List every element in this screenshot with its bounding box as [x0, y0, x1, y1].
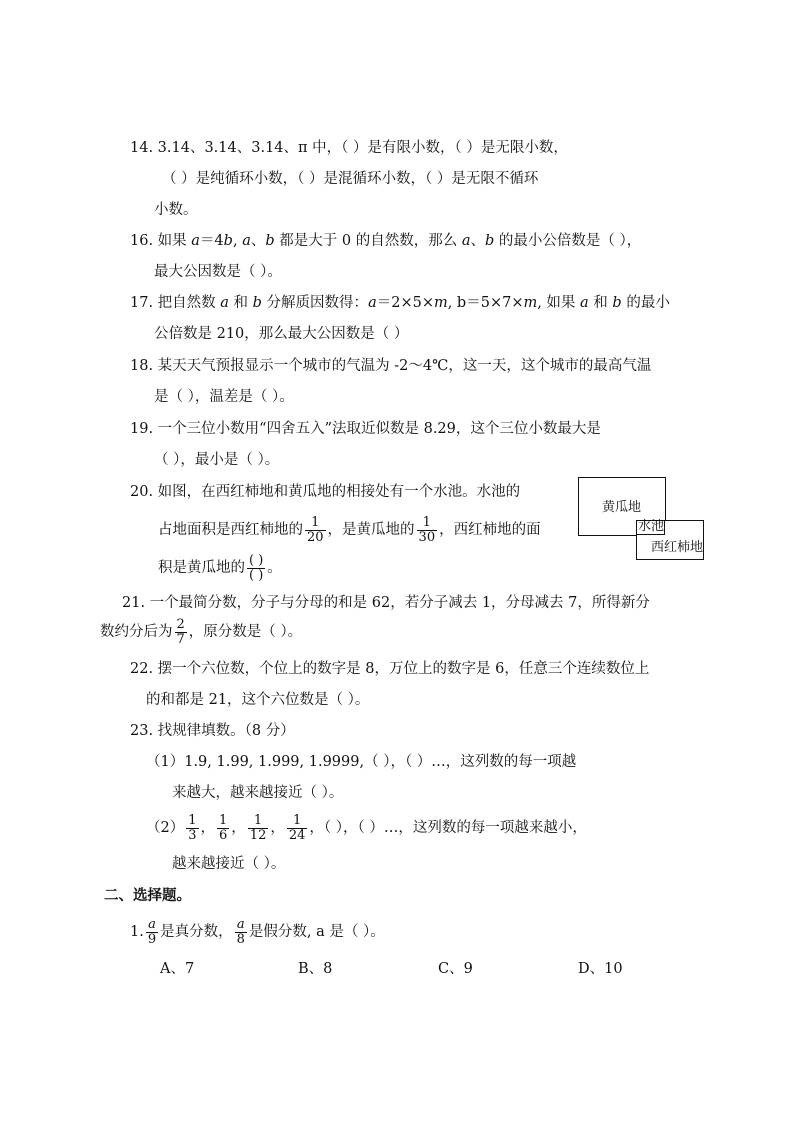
fraction-1-24: $\frac{1}{24}$ [288, 812, 306, 843]
q16-line1: 16. 如果 a＝4b, a、b 都是大于 0 的自然数，那么 a、b 的最小公倍数是（ ）， [130, 233, 642, 249]
mc1-option-c[interactable]: C、9 [438, 961, 473, 977]
mc1-question: 1. $\frac{a}{9}$ 是真分数， $\frac{a}{8}$ 是假分数, a 是（ ）。 [130, 916, 385, 947]
q23-title: 23. 找规律填数。（8 分） [130, 723, 295, 739]
fraction-1-3: $\frac{1}{3}$ [188, 812, 197, 843]
q14-line3: 小数。 [154, 202, 198, 218]
q22-line2: 的和都是 21，这个六位数是（ ）。 [146, 692, 370, 708]
fraction-2-7: $\frac{2}{7}$ [176, 616, 185, 647]
mc1-option-d[interactable]: D、10 [578, 961, 623, 977]
fraction-a-9: $\frac{a}{9}$ [147, 916, 157, 947]
fraction-1-30: $\frac{1}{30}$ [418, 514, 436, 545]
fraction-1-20: $\frac{1}{20}$ [307, 514, 324, 545]
mc1-option-b[interactable]: B、8 [298, 961, 333, 977]
q17-line2: 公倍数是 210，那么最大公因数是（ ） [154, 326, 409, 342]
q18-line2: 是（ ），温差是（ ）。 [154, 389, 294, 405]
q18-line1: 18. 某天天气预报显示一个城市的气温为 -2～4℃，这一天，这个城市的最高气温 [130, 358, 652, 374]
q16-line2: 最大公因数是（ ）。 [154, 264, 282, 280]
section-2-title: 二、选择题。 [104, 887, 191, 904]
pool-label: 水池 [638, 519, 665, 534]
q23-part2-line1: （2） $\frac{1}{3}$ ， $\frac{1}{6}$ ， $\frac{1}{12}$ ， $\frac{1}{24}$ ，（ ），（ ）…，这列数的每一项越来越小， [146, 812, 587, 843]
q14-line2: （ ）是纯循环小数，（ ）是混循环小数，（ ）是无限不循环 [162, 171, 539, 187]
fraction-blank: ( ) ( ) [249, 552, 264, 583]
q20-line3: 积是黄瓜地的 ( ) ( ) 。 [158, 552, 282, 583]
q23-part2-line2: 越来越接近（ ）。 [172, 856, 286, 872]
q19-line2: （ ），最小是（ ）。 [154, 452, 280, 468]
tomato-field-label: 西红柿地 [651, 540, 704, 555]
q14-line1: 14. 3.14、3.14、3.14、π 中，（ ）是有限小数，（ ）是无限小数， [130, 140, 568, 156]
q23-part1-line1: （1）1.9, 1.99, 1.999, 1.9999,（ ），（ ）…，这列数的每一项越 [146, 754, 577, 770]
q17-line1: 17. 把自然数 a 和 b 分解质因数得：a＝2×5×m, b＝5×7×m, 如果 a 和 b 的最小 [130, 295, 670, 311]
q21-line2: 数约分后为 $\frac{2}{7}$ ，原分数是（ ）。 [100, 616, 303, 647]
cucumber-field-label: 黄瓜地 [602, 500, 642, 515]
q23-part1-line2: 来越大，越来越接近（ ）。 [172, 785, 344, 801]
q20-line1: 20. 如图，在西红柿地和黄瓜地的相接处有一个水池。水池的 [130, 484, 521, 500]
fraction-1-6: $\frac{1}{6}$ [219, 812, 228, 843]
pool-rect [636, 520, 665, 535]
fraction-a-8: $\frac{a}{8}$ [236, 916, 245, 947]
mc1-option-a[interactable]: A、7 [160, 961, 195, 977]
q22-line1: 22. 摆一个六位数，个位上的数字是 8，万位上的数字是 6，任意三个连续数位上 [130, 661, 650, 677]
q21-line1: 21. 一个最简分数，分子与分母的和是 62，若分子减去 1，分母减去 7，所得新分 [122, 595, 650, 611]
q19-line1: 19. 一个三位小数用“四舍五入”法取近似数是 8.29，这个三位小数最大是 [130, 421, 601, 437]
fraction-1-12: $\frac{1}{12}$ [249, 812, 267, 843]
q20-line2: 占地面积是西红柿地的 $\frac{1}{20}$ ，是黄瓜地的 $\frac{1}{30}$ ，西红柿地的面 [158, 514, 541, 545]
